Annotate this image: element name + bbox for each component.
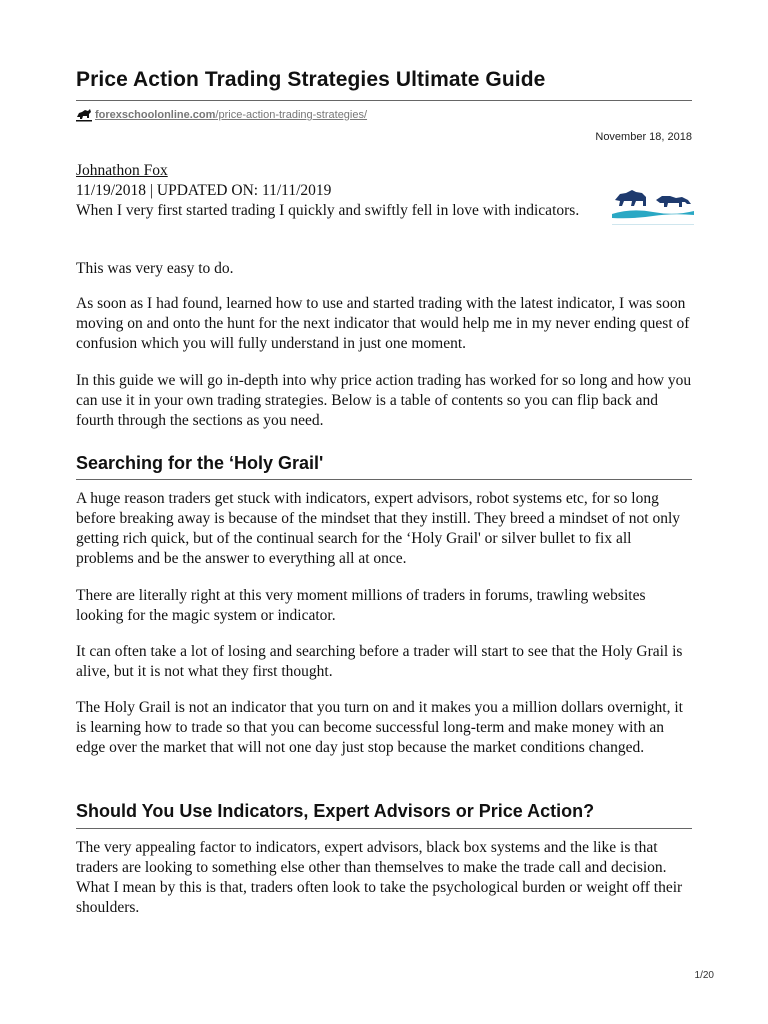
source-path[interactable]: /price-action-trading-strategies/ bbox=[215, 109, 368, 121]
bull-bear-logo-icon bbox=[612, 186, 694, 228]
section-divider bbox=[76, 479, 692, 480]
paragraph-literally: There are literally right at this very moment millions of traders in forums, trawling websites looking for the magic system or indicator. bbox=[76, 587, 646, 624]
capture-date: November 18, 2018 bbox=[595, 131, 692, 143]
paragraph-holy-grail-is-not: The Holy Grail is not an indicator that you turn on and it makes you a million dollars overnight, it is learning how to trade so that you can become successful long-term and make money with an edge over the market that will not one day just stop because the market conditions changed. bbox=[76, 699, 683, 756]
title-divider bbox=[76, 100, 692, 101]
source-domain[interactable]: forexschoolonline.com bbox=[95, 109, 216, 121]
section-heading-indicators: Should You Use Indicators, Expert Advisors or Price Action? bbox=[76, 801, 595, 821]
source-link[interactable] bbox=[76, 108, 367, 122]
bull-icon bbox=[76, 108, 92, 122]
paragraph-as-soon: As soon as I had found, learned how to use and started trading with the latest indicator, I was soon moving on and onto the hunt for the next indicator that would help me in my never ending quest of confusion which you will fully understand in just one moment. bbox=[76, 295, 690, 352]
publish-dates: 11/19/2018 | UPDATED ON: 11/11/2019 bbox=[76, 182, 332, 199]
paragraph-often-take: It can often take a lot of losing and searching before a trader will start to see that the Holy Grail is alive, but it is not what they first thought. bbox=[76, 643, 683, 680]
paragraph-appealing-factor: The very appealing factor to indicators, expert advisors, black box systems and the like is that traders are looking to something else other than themselves to make the trade call and decision. What I mean by this is that, traders often look to take the psychological burden or weight off their shoulders. bbox=[76, 839, 683, 916]
section-divider bbox=[76, 828, 692, 829]
page-number: 1/20 bbox=[694, 970, 714, 981]
byline bbox=[76, 161, 596, 221]
intro-paragraph: When I very first started trading I quickly and swiftly fell in love with indicators. bbox=[76, 202, 580, 219]
author-link[interactable]: Johnathon Fox bbox=[76, 162, 168, 179]
paragraph-easy: This was very easy to do. bbox=[76, 260, 234, 277]
section-heading-holy-grail: Searching for the ‘Holy Grail' bbox=[76, 453, 324, 473]
paragraph-guide: In this guide we will go in-depth into why price action trading has worked for so long and how you can use it in your own trading strategies. Below is a table of contents so you can flip back and fourth through the sections as you need. bbox=[76, 372, 692, 429]
paragraph-huge-reason: A huge reason traders get stuck with indicators, expert advisors, robot systems etc, for so long before breaking away is because of the mindset that they instill. They breed a mindset of not only getting rich quick, but of the continual search for the ‘Holy Grail' or silver bullet to fix all problems and be the answer to everything all at once. bbox=[76, 490, 681, 567]
page-title: Price Action Trading Strategies Ultimate Guide bbox=[76, 68, 546, 91]
